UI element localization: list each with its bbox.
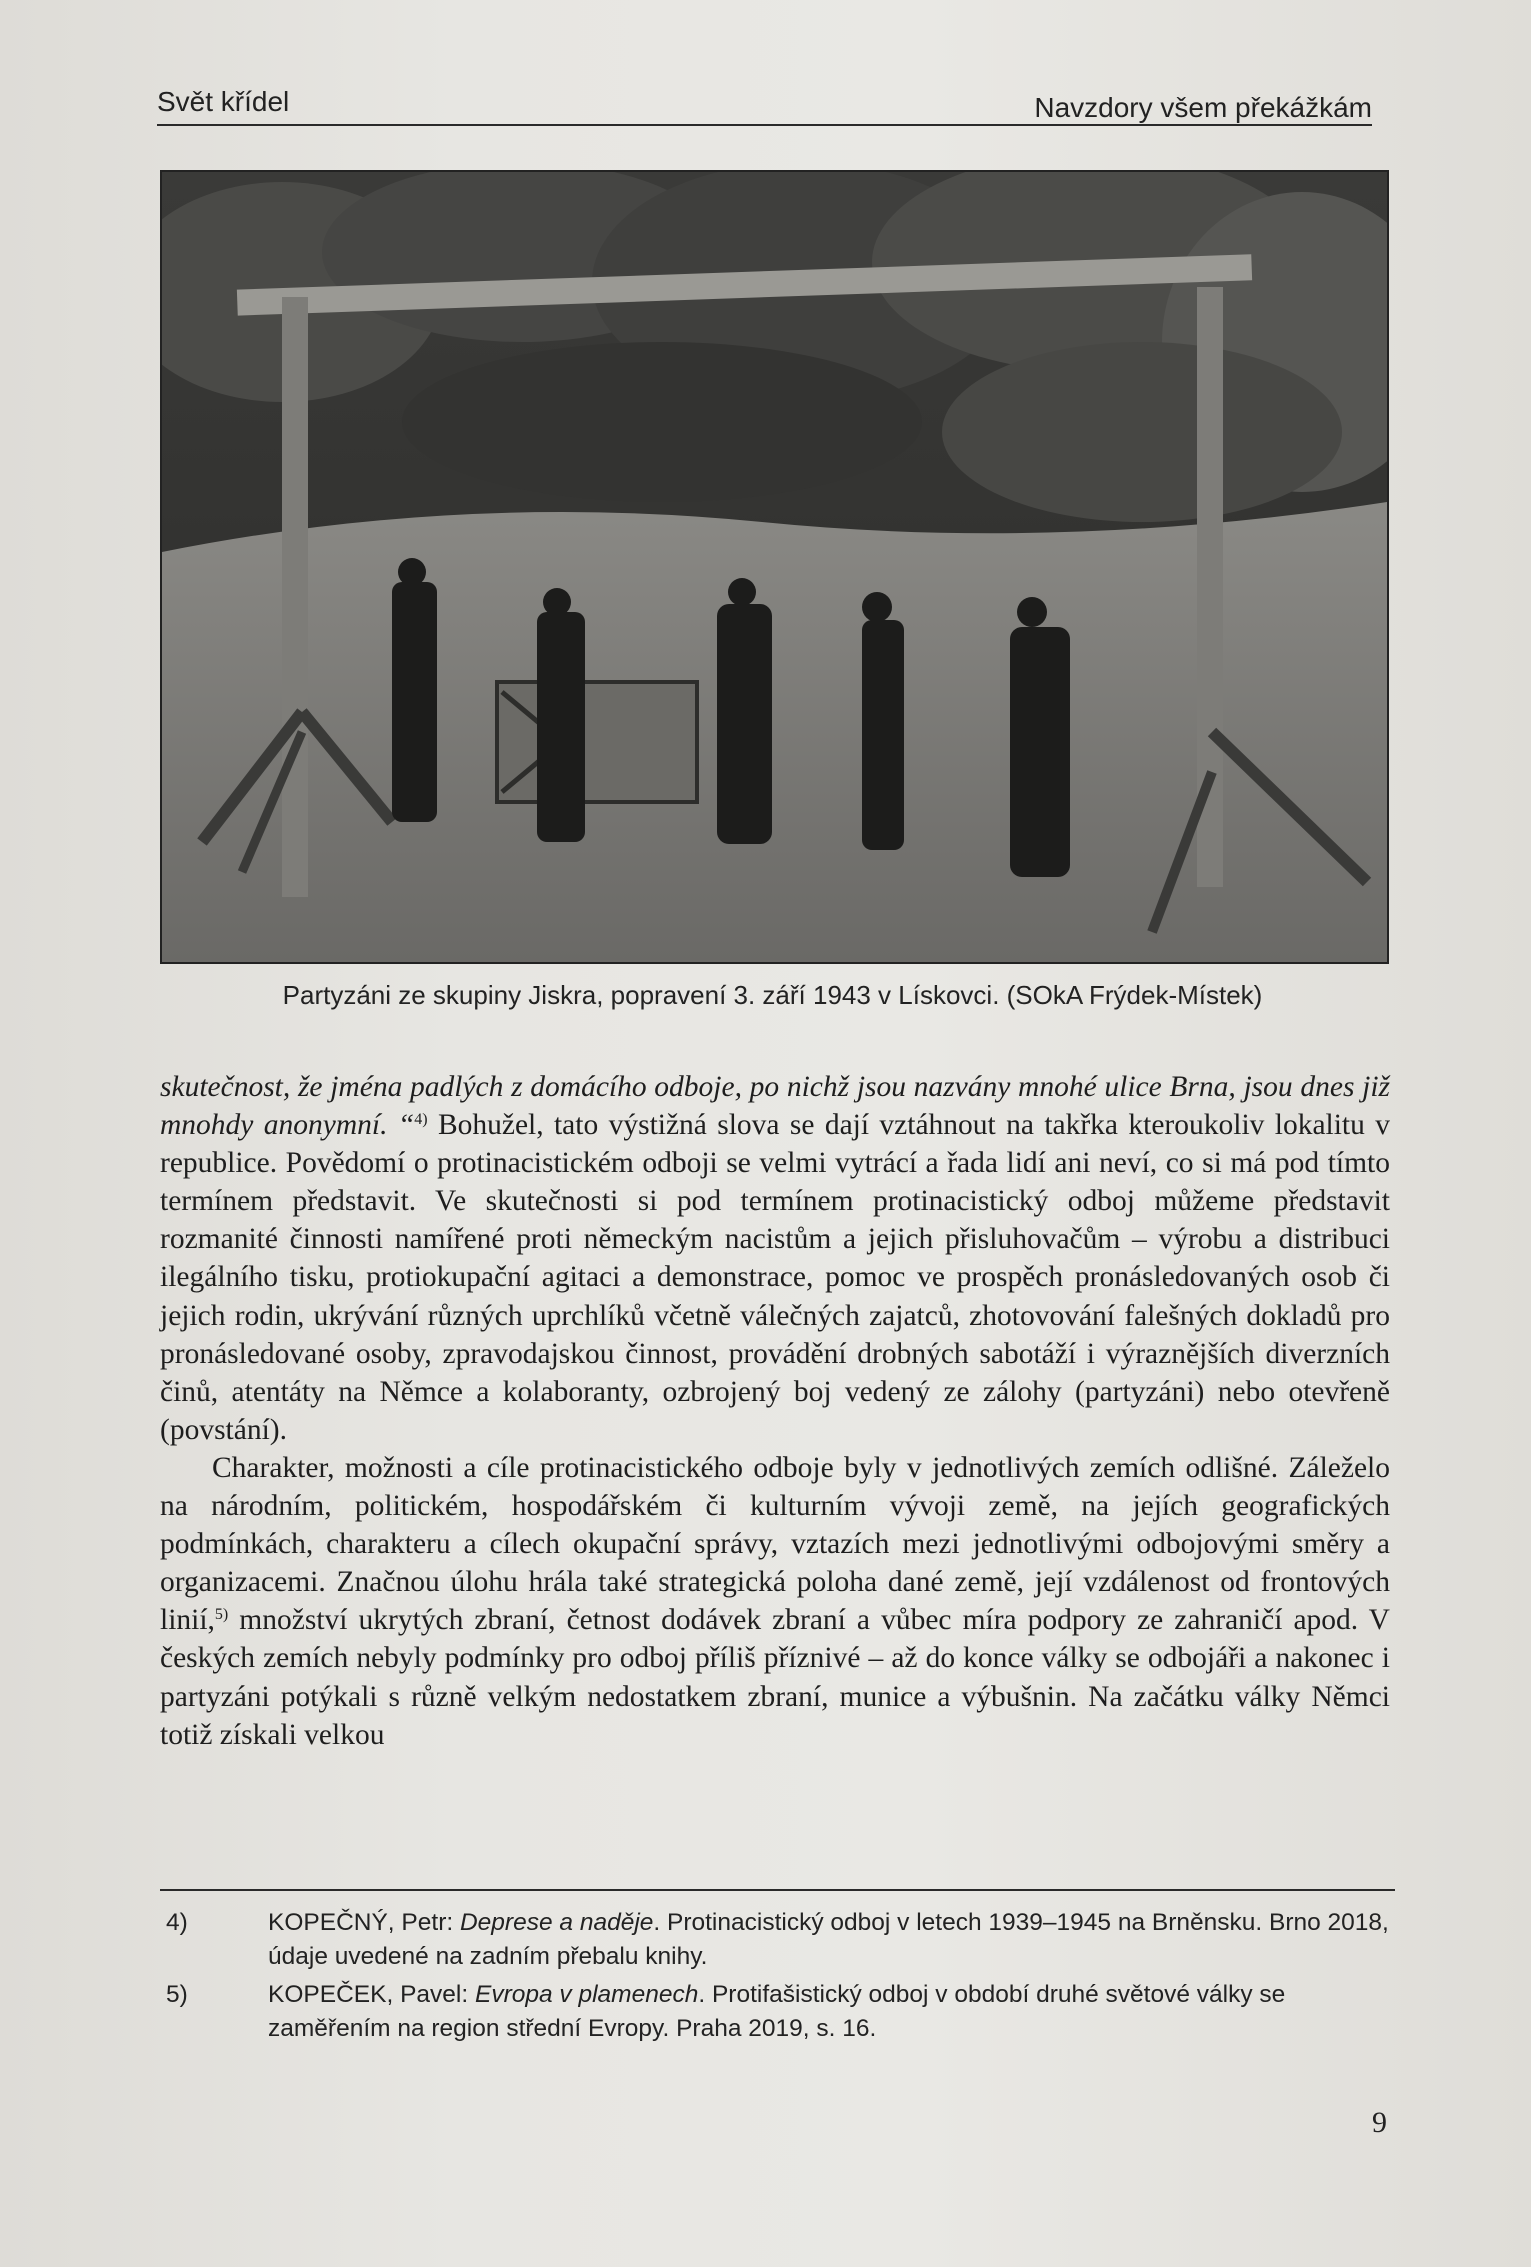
quoted-text: skutečnost, že jména padlých z domácího odboje, po nichž jsou nazvány mnohé ulice Brna, jsou dnes již mnohdy anonymní. “ (160, 1071, 1390, 1142)
footnote-text (268, 1978, 1396, 2046)
footnote-details: . Protifašistický odboj v období druhé světové války se zaměřením na region střední Evropy. Praha 2019, s. 16. (268, 1981, 1286, 2042)
footnotes (166, 1906, 1396, 2050)
footnote-4 (166, 1906, 1396, 1974)
footnote-text (268, 1906, 1396, 1974)
footnote-divider (160, 1889, 1395, 1891)
photo-illustration (162, 172, 1387, 962)
main-text (160, 1068, 1390, 1754)
historical-photograph (160, 170, 1389, 964)
paragraph-2-text-a: Charakter, možnosti a cíle protinacistického odboje byly v jednotlivých zemích odlišné. Záleželo na národním, politickém, hospodářském či kulturním vývoji země, na jejích geografických podmínkách, charakteru a cílech okupační správy, vztazích mezi jednotlivými odbojovými směry a organizacemi. Značnou úlohu hrála také strategická poloha dané země, její vzdálenost od frontových linií, (160, 1451, 1390, 1637)
footnote-ref-5: 5) (214, 1606, 229, 1624)
footnote-details: . Protinacistický odboj v letech 1939–1945 na Brněnsku. Brno 2018, údaje uvedené na zadním přebalu knihy. (268, 1909, 1389, 1970)
footnote-title: Deprese a naděje (459, 1909, 654, 1936)
paragraph-1-text: Bohužel, tato výstižná slova se dají vztáhnout na takřka kteroukoliv lokalitu v republice. Povědomí o protinacistickém odboji se velmi vytrácí a řada lidí ani neví, co si má pod tímto termínem představit. Ve skutečnosti si pod termínem protinacistický odboj můžeme představit rozmanité činnosti namířené proti německým nacistům a jejich přisluhovačům – výrobu a distribuci ilegálního tisku, protiokupační agitaci a demonstrace, pomoc ve prospěch pronásledovaných osob či jejich rodin, ukrývání různých uprchlíků včetně válečných zajatců, zhotovování falešných dokladů pro pronásledované osoby, zpravodajskou činnost, provádění drobných sabotáží i výraznějších diverzních činů, atentáty na Němce a kolaboranty, ozbrojený boj vedený ze zálohy (partyzáni) nebo otevřeně (povstání). (160, 1109, 1390, 1446)
footnote-ref-4: 4) (414, 1111, 428, 1129)
footnote-number: 5) (166, 1981, 188, 2008)
paragraph-2 (160, 1449, 1390, 1754)
paragraph-2-text-b: množství ukrytých zbraní, četnost dodávek zbraní a vůbec míra podpory ze zahraničí apod. V českých zemích nebyly podmínky pro odboj příliš příznivé – až do konce války se odbojáři a nakonec i partyzáni potýkali s různě velkým nedostatkem zbraní, munice a výbušnin. Na začátku války Němci totiž získali velkou (160, 1604, 1390, 1751)
footnote-number: 4) (166, 1909, 188, 1936)
photo-caption: Partyzáni ze skupiny Jiskra, popravení 3. září 1943 v Lískovci. (SOkA Frýdek-Místek) (282, 980, 1263, 1010)
page-number: 9 (1372, 2106, 1387, 2139)
footnote-title: Evropa v plamenech (474, 1981, 699, 2008)
running-header (157, 72, 1372, 126)
paragraph-1 (160, 1068, 1390, 1449)
header-book-title: Svět křídel (157, 86, 290, 117)
footnote-author: KOPEČNÝ, Petr: (268, 1909, 460, 1936)
header-chapter-title: Navzdory všem překážkám (1034, 92, 1372, 123)
footnote-5 (166, 1978, 1396, 2046)
footnote-author: KOPEČEK, Pavel: (268, 1981, 475, 2008)
